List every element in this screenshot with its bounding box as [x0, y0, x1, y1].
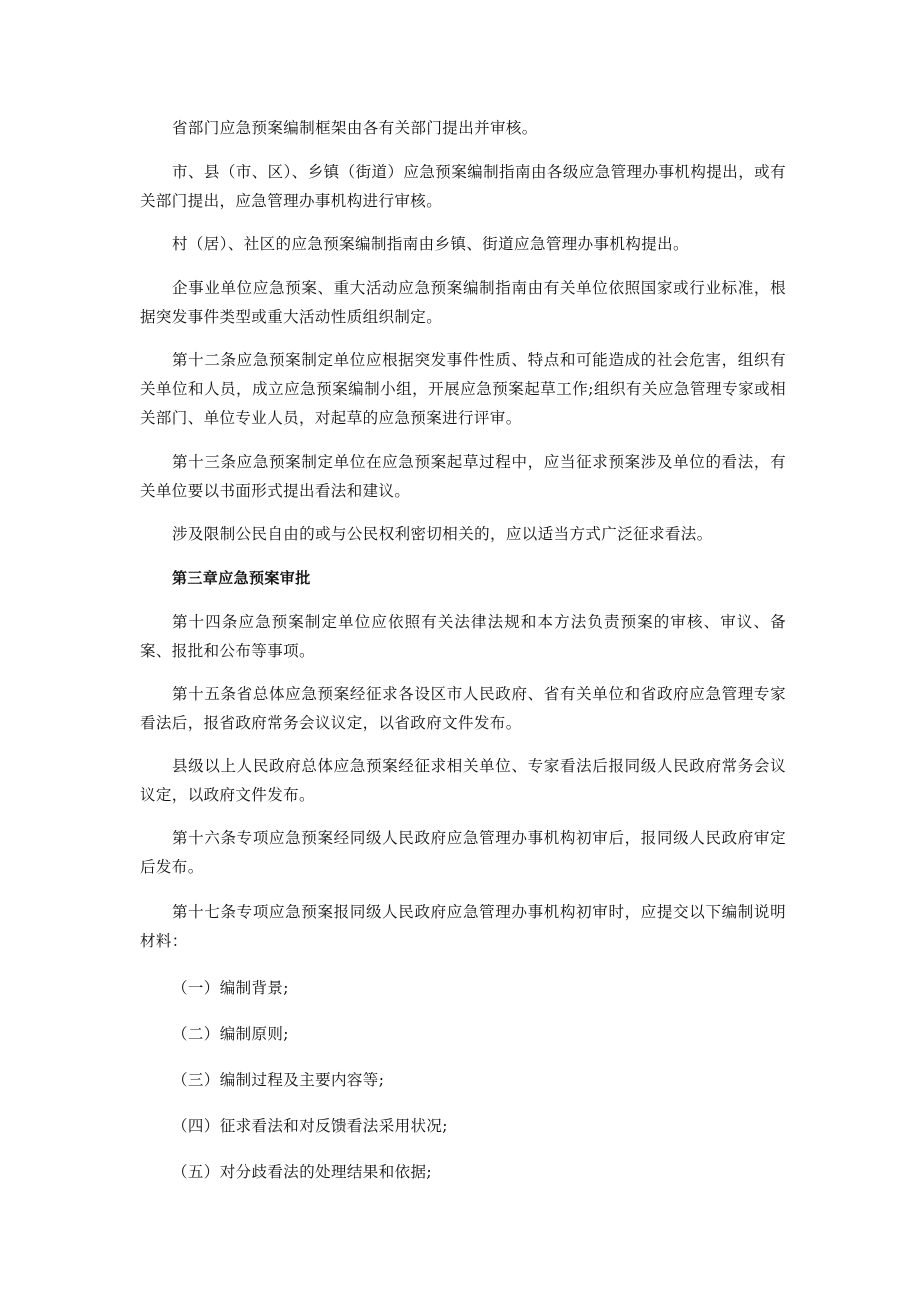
paragraph-13: 第十七条专项应急预案报同级人民政府应急管理办事机构初审时，应提交以下编制说明材料：: [140, 903, 786, 950]
paragraph-2: 市、县（市、区）、乡镇（街道）应急预案编制指南由各级应急管理办事机构提出，或有关部门提出，应急管理办事机构进行审核。: [140, 163, 786, 210]
paragraph-3: 村（居）、社区的应急预案编制指南由乡镇、街道应急管理办事机构提出。: [172, 235, 689, 253]
paragraph-5: 第十二条应急预案制定单位应根据突发事件性质、特点和可能造成的社会危害，组织有关单位和人员，成立应急预案编制小组，开展应急预案起草工作;组织有关应急管理专家或相关部门、单位专业人员，对起草的应急预案进行评审。: [140, 351, 786, 427]
paragraph-10: 第十五条省总体应急预案经征求各设区市人民政府、省有关单位和省政府应急管理专家看法后，报省政府常务会议议定，以省政府文件发布。: [140, 685, 786, 732]
list-item-4: （四）征求看法和对反馈看法采用状况;: [172, 1117, 448, 1135]
paragraph-9: 第十四条应急预案制定单位应依照有关法律法规和本方法负责预案的审核、审议、备案、报批和公布等事项。: [140, 613, 786, 660]
paragraph-11: 县级以上人民政府总体应急预案经征求相关单位、专家看法后报同级人民政府常务会议议定，以政府文件发布。: [140, 757, 786, 804]
list-item-5: （五）对分歧看法的处理结果和依据;: [172, 1163, 433, 1181]
paragraph-12: 第十六条专项应急预案经同级人民政府应急管理办事机构初审后，报同级人民政府审定后发布。: [140, 829, 786, 876]
list-item-1: （一）编制背景;: [172, 979, 289, 997]
list-item-3: （三）编制过程及主要内容等;: [172, 1071, 385, 1089]
list-item-2: （二）编制原则;: [172, 1025, 289, 1043]
paragraph-7: 涉及限制公民自由的或与公民权利密切相关的，应以适当方式广泛征求看法。: [172, 525, 713, 543]
paragraph-4: 企事业单位应急预案、重大活动应急预案编制指南由有关单位依照国家或行业标准，根据突发事件类型或重大活动性质组织制定。: [140, 279, 786, 326]
paragraph-1: 省部门应急预案编制框架由各有关部门提出并审核。: [172, 119, 538, 137]
paragraph-6: 第十三条应急预案制定单位在应急预案起草过程中，应当征求预案涉及单位的看法，有关单位要以书面形式提出看法和建议。: [140, 453, 786, 500]
chapter-heading: 第三章应急预案审批: [172, 569, 311, 587]
